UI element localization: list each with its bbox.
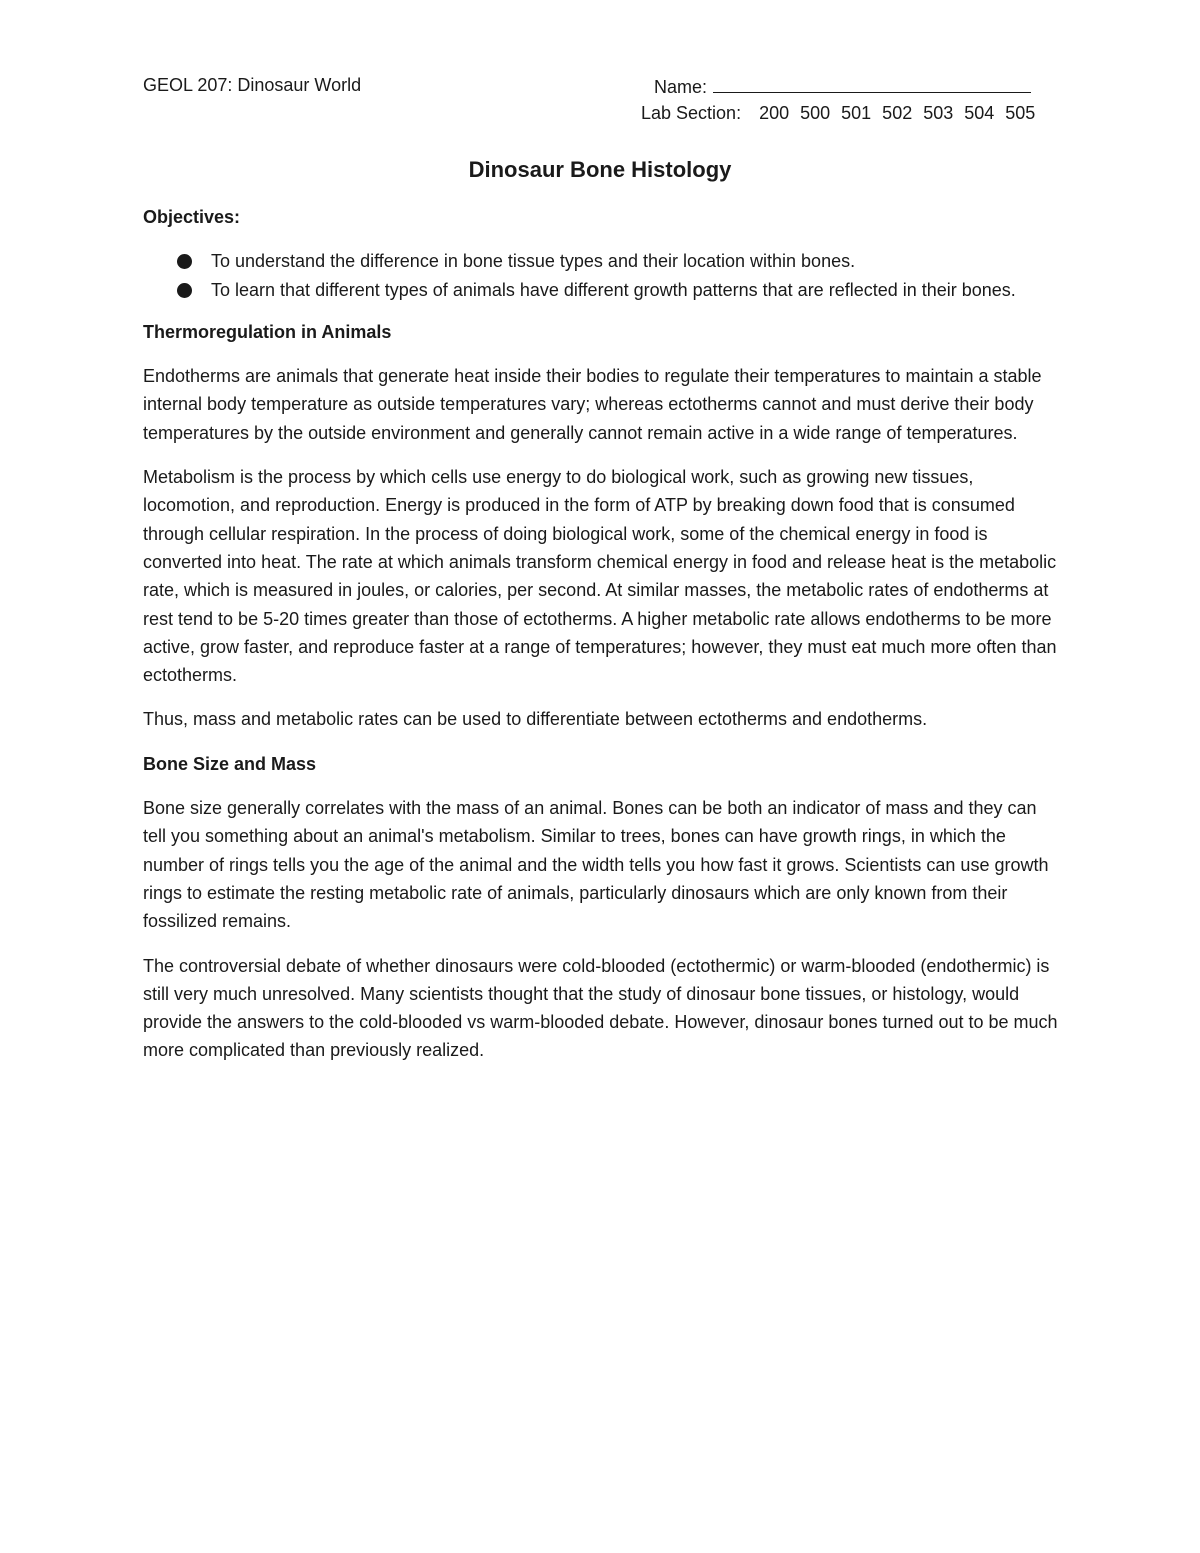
paragraph: Thus, mass and metabolic rates can be used to differentiate between ectotherms and endotherms. — [143, 709, 928, 730]
bone-size-heading: Bone Size and Mass — [143, 753, 317, 774]
page-title: Dinosaur Bone Histology — [468, 157, 732, 182]
paragraph: Metabolism is the process by which cells use energy to do biological work, such as growing new tissues, locomotion, and reproduction. Energy is produced in the form of ATP by breaking down food that is consumed through cellular respiration. In the process of doing biological work, some of the chemical energy in food is converted into heat. The rate at which animals transform chemical energy in food and release heat is the metabolic rate, which is measured in joules, or calories, per second. At similar masses, the metabolic rates of endotherms at rest tend to be 5-20 times greater than those of ectotherms. A higher metabolic rate allows endotherms to be more active, grow faster, and reproduce faster at a range of temperatures; however, they must eat much more often than ectotherms. — [143, 467, 1057, 686]
document-body — [143, 203, 1058, 1081]
name-label: Name: — [654, 77, 708, 97]
objective-text: To learn that different types of animals have different growth patterns that are reflected in their bones. — [211, 279, 1016, 300]
objectives-heading: Objectives: — [143, 207, 241, 227]
paragraph: The controversial debate of whether dinosaurs were cold-blooded (ectothermic) or warm-blooded (endothermic) is still very much unresolved. Many scientists thought that the study of dinosaur bone tissues, or histology, would provide the answers to the cold-blooded vs warm-blooded debate. However, dinosaur bones turned out to be much more complicated than previously realized. — [143, 955, 1058, 1061]
lab-section-field — [641, 102, 1035, 124]
list-item — [211, 276, 1058, 304]
paragraph: Endotherms are animals that generate heat inside their bodies to regulate their temperatures to maintain a stable internal body temperature as outside temperatures vary; whereas ectotherms cannot and must derive their body temperatures by the outside environment and generally cannot remain active in a wide range of temperatures. — [143, 366, 1042, 443]
paragraph: Bone size generally correlates with the mass of an animal. Bones can be both an indicator of mass and they can tell you something about an animal's metabolism. Similar to trees, bones can have growth rings, in which the number of rings tells you the age of the animal and the width tells you how fast it grows. Scientists can use growth rings to estimate the resting metabolic rate of animals, particularly dinosaurs which are only known from their fossilized remains. — [143, 798, 1049, 932]
objectives-list — [143, 247, 1058, 304]
objective-text: To understand the difference in bone tissue types and their location within bones. — [211, 251, 856, 272]
thermoregulation-heading: Thermoregulation in Animals — [143, 321, 392, 342]
bullet-icon — [177, 283, 192, 298]
lab-section-label: Lab Section: — [641, 103, 742, 123]
name-field — [654, 74, 1031, 98]
lab-section-options: 200 500 501 502 503 504 505 — [759, 103, 1036, 123]
course-title: GEOL 207: Dinosaur World — [143, 75, 362, 95]
name-blank-line — [713, 74, 1031, 93]
bullet-icon — [177, 254, 192, 269]
list-item — [211, 247, 1058, 275]
